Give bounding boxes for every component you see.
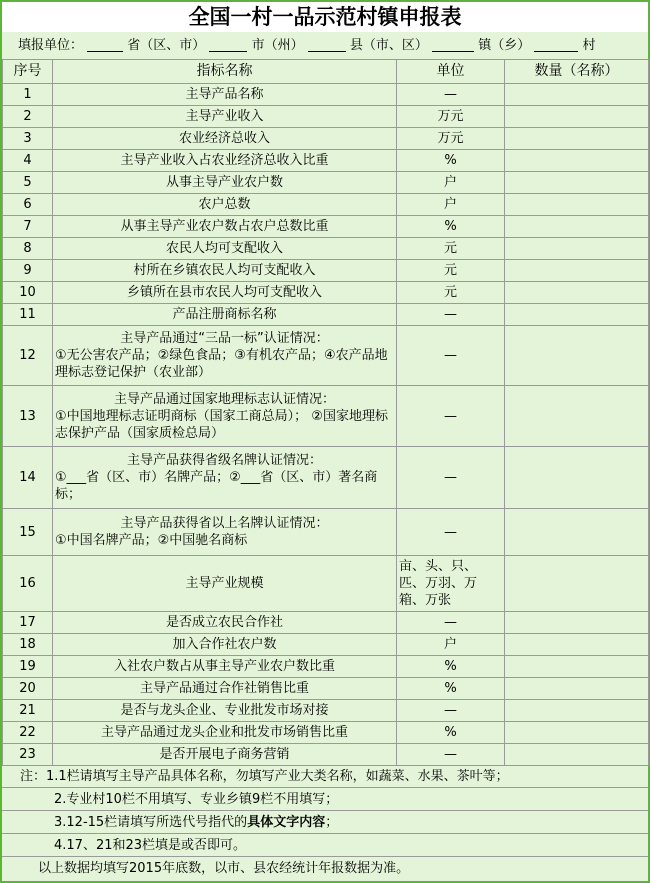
row-indicator: 村所在乡镇农民人均可支配收入 <box>53 260 397 282</box>
form-title: 全国一村一品示范村镇申报表 <box>2 2 648 32</box>
note-1: 注：1.1栏请填写主导产品具体名称，勿填写产业大类名称，如蔬菜、水果、茶叶等； <box>2 765 648 788</box>
province-label: 省（区、市） <box>127 38 206 53</box>
row-indicator-title: 主导产品通过“三品一标”认证情况： <box>120 331 329 346</box>
row-indicator <box>53 326 397 386</box>
table-row <box>3 656 649 678</box>
row-no: 8 <box>3 238 53 260</box>
table-row <box>3 106 649 128</box>
row-unit: — <box>397 509 505 556</box>
row-indicator-title: 主导产品获得省级名牌认证情况： <box>126 453 322 468</box>
row-indicator <box>53 447 397 509</box>
row-indicator: 主导产业收入占农业经济总收入比重 <box>53 150 397 172</box>
notes-section <box>2 765 648 880</box>
row-no: 5 <box>3 172 53 194</box>
row-amount-input[interactable] <box>505 172 649 194</box>
table-row <box>3 722 649 744</box>
row-amount-input[interactable] <box>505 556 649 612</box>
note-3-end: ； <box>325 815 339 830</box>
row-amount-input[interactable] <box>505 238 649 260</box>
row-indicator-title: 主导产品通过国家地理标志认证情况： <box>113 391 335 407</box>
row-unit: — <box>397 700 505 722</box>
row-indicator: 是否成立农民合作社 <box>53 612 397 634</box>
note-5: 以上数据均填写2015年底数，以市、县农经统计年报数据为准。 <box>38 861 410 876</box>
row-indicator <box>53 386 397 447</box>
row-no: 13 <box>3 386 53 447</box>
table-row <box>3 84 649 106</box>
row-amount-input[interactable] <box>505 447 649 509</box>
row-no: 4 <box>3 150 53 172</box>
row-no: 10 <box>3 282 53 304</box>
row-amount-input[interactable] <box>505 282 649 304</box>
row-indicator: 从事主导产业农户数 <box>53 172 397 194</box>
row-indicator: 主导产业规模 <box>53 556 397 612</box>
header-no: 序号 <box>3 60 53 84</box>
table-row <box>3 172 649 194</box>
row-amount-input[interactable] <box>505 386 649 447</box>
row-amount-input[interactable] <box>505 106 649 128</box>
row-no: 11 <box>3 304 53 326</box>
row-unit: — <box>397 304 505 326</box>
table-row <box>3 678 649 700</box>
town-label: 镇（乡） <box>478 38 531 53</box>
row-amount-input[interactable] <box>505 634 649 656</box>
row-indicator: 主导产品名称 <box>53 84 397 106</box>
row-indicator: 加入合作社农户数 <box>53 634 397 656</box>
row-amount-input[interactable] <box>505 84 649 106</box>
row-no: 16 <box>3 556 53 612</box>
table-row <box>3 260 649 282</box>
table-row <box>3 238 649 260</box>
row-no: 3 <box>3 128 53 150</box>
table-row <box>3 509 649 556</box>
row-no: 9 <box>3 260 53 282</box>
row-unit: — <box>397 612 505 634</box>
note-3-text: 3.12-15栏请填写所选代号指代的 <box>54 815 248 830</box>
row-indicator: 农业经济总收入 <box>53 128 397 150</box>
row-indicator: 乡镇所在县市农民人均可支配收入 <box>53 282 397 304</box>
village-label: 村 <box>582 38 596 53</box>
row-no: 23 <box>3 744 53 766</box>
row-no: 19 <box>3 656 53 678</box>
table-row <box>3 326 649 386</box>
row-indicator-title: 主导产品获得省以上名牌认证情况： <box>120 516 329 531</box>
row-unit: 元 <box>397 238 505 260</box>
row-no: 17 <box>3 612 53 634</box>
row-indicator-detail: ①中国地理标志证明商标（国家工商总局）； ②国家地理标志保护产品（国家质检总局） <box>55 408 388 441</box>
village-blank[interactable] <box>534 37 578 52</box>
row-unit: 元 <box>397 260 505 282</box>
row-no: 20 <box>3 678 53 700</box>
row-amount-input[interactable] <box>505 612 649 634</box>
table-row <box>3 556 649 612</box>
row-unit: 户 <box>397 634 505 656</box>
reporting-unit-label: 填报单位： <box>18 38 84 53</box>
row-indicator: 是否开展电子商务营销 <box>53 744 397 766</box>
row-no: 15 <box>3 509 53 556</box>
row-amount-input[interactable] <box>505 194 649 216</box>
row-no: 7 <box>3 216 53 238</box>
row-unit: % <box>397 722 505 744</box>
note-2: 2.专业村10栏不用填写、专业乡镇9栏不用填写； <box>2 788 648 811</box>
reporting-unit-line <box>2 32 648 59</box>
row-indicator: 入社农户数占从事主导产业农户数比重 <box>53 656 397 678</box>
row-no: 18 <box>3 634 53 656</box>
row-indicator-detail: ①无公害农产品；②绿色食品；③有机农产品；④农产品地理标志登记保护（农业部） <box>55 348 388 380</box>
row-unit: 元 <box>397 282 505 304</box>
indicator-table <box>2 59 649 766</box>
row-unit: 万元 <box>397 128 505 150</box>
table-row <box>3 700 649 722</box>
row-indicator: 从事主导产业农户数占农户总数比重 <box>53 216 397 238</box>
city-label: 市（州） <box>251 38 304 53</box>
table-row <box>3 216 649 238</box>
row-no: 22 <box>3 722 53 744</box>
row-no: 2 <box>3 106 53 128</box>
row-unit: 户 <box>397 172 505 194</box>
row-unit: — <box>397 386 505 447</box>
row-unit: % <box>397 150 505 172</box>
row-amount-input[interactable] <box>505 678 649 700</box>
row-unit: 户 <box>397 194 505 216</box>
row-amount-input[interactable] <box>505 216 649 238</box>
row-unit: — <box>397 84 505 106</box>
row-indicator-detail: ①中国名牌产品；②中国驰名商标 <box>55 533 248 548</box>
row-no: 1 <box>3 84 53 106</box>
table-row <box>3 304 649 326</box>
table-row <box>3 128 649 150</box>
row-no: 21 <box>3 700 53 722</box>
province-blank[interactable] <box>87 37 123 52</box>
table-row <box>3 612 649 634</box>
row-indicator-detail: ①___省（区、市）名牌产品；②___省（区、市）著名商标； <box>55 470 378 502</box>
row-unit: % <box>397 656 505 678</box>
row-indicator: 农户总数 <box>53 194 397 216</box>
row-unit: — <box>397 447 505 509</box>
row-amount-input[interactable] <box>505 700 649 722</box>
table-header-row <box>3 60 649 84</box>
row-unit: % <box>397 216 505 238</box>
row-indicator: 农民人均可支配收入 <box>53 238 397 260</box>
row-amount-input[interactable] <box>505 304 649 326</box>
row-indicator: 产品注册商标名称 <box>53 304 397 326</box>
row-indicator <box>53 509 397 556</box>
note-3 <box>2 811 648 834</box>
table-row <box>3 744 649 766</box>
row-amount-input[interactable] <box>505 509 649 556</box>
row-indicator: 主导产品通过龙头企业和批发市场销售比重 <box>53 722 397 744</box>
row-amount-input[interactable] <box>505 150 649 172</box>
row-indicator: 主导产业收入 <box>53 106 397 128</box>
table-row <box>3 386 649 447</box>
row-amount-input[interactable] <box>505 260 649 282</box>
county-blank[interactable] <box>308 37 346 52</box>
table-row <box>3 194 649 216</box>
note-3-emphasis: 具体文字内容 <box>247 815 326 830</box>
county-label: 县（市、区） <box>349 38 428 53</box>
row-unit: 万元 <box>397 106 505 128</box>
row-unit: % <box>397 678 505 700</box>
row-unit: — <box>397 326 505 386</box>
table-row <box>3 282 649 304</box>
row-no: 12 <box>3 326 53 386</box>
table-row <box>3 150 649 172</box>
row-amount-input[interactable] <box>505 722 649 744</box>
city-blank[interactable] <box>209 37 247 52</box>
row-no: 6 <box>3 194 53 216</box>
note-4: 4.17、21和23栏填是或否即可。 <box>2 834 648 857</box>
row-unit: — <box>397 744 505 766</box>
row-amount-input[interactable] <box>505 326 649 386</box>
town-blank[interactable] <box>432 37 474 52</box>
row-amount-input[interactable] <box>505 744 649 766</box>
row-no: 14 <box>3 447 53 509</box>
header-amount: 数量（名称） <box>505 60 649 84</box>
header-unit: 单位 <box>397 60 505 84</box>
header-indicator: 指标名称 <box>53 60 397 84</box>
table-row <box>3 634 649 656</box>
row-unit: 亩、头、只、匹、万羽、万箱、万张 <box>397 556 505 612</box>
row-indicator: 是否与龙头企业、专业批发市场对接 <box>53 700 397 722</box>
row-amount-input[interactable] <box>505 656 649 678</box>
row-indicator: 主导产品通过合作社销售比重 <box>53 678 397 700</box>
row-amount-input[interactable] <box>505 128 649 150</box>
table-row <box>3 447 649 509</box>
